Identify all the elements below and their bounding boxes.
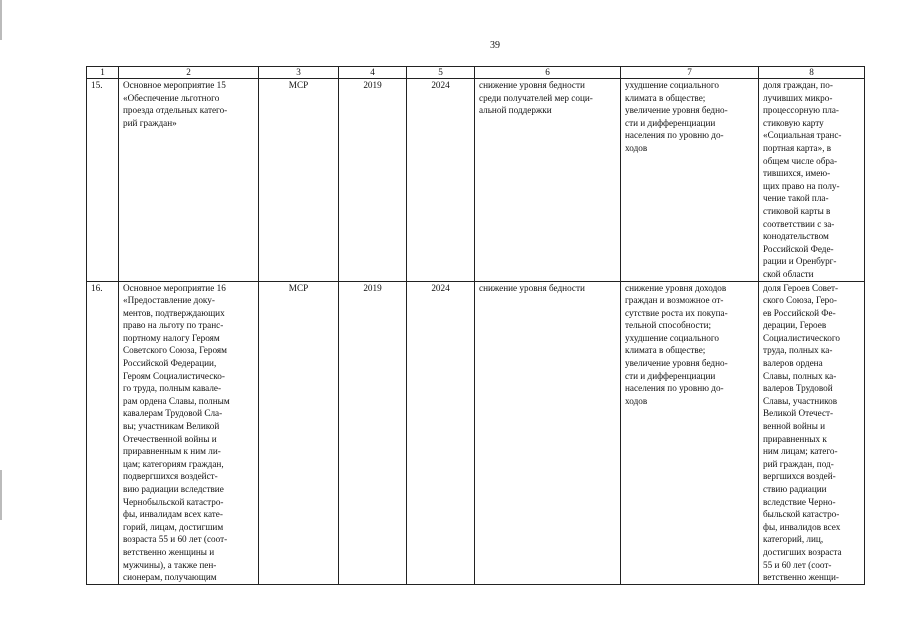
start-year: 2019 (339, 79, 407, 282)
related-indicator: доля Героев Совет- ского Союза, Геро- ев Российской Фе- дерации, Героев Социалистического труда, полных ка- валеров ордена Славы, полных ка- валеров Трудовой Славы, участников Великой Отечест- венной войны и приравненных к ним лицам; катего- рий граждан, под- вергшихся воздей- ствию радиации вследствие Черно- быльской катастро- фы, инвалидов всех категорий, лиц, достигших возраста 55 и 60 лет (соот- ветственно женщи- (759, 281, 865, 584)
row-number: 15. (87, 79, 119, 282)
column-number: 7 (621, 67, 759, 79)
responsible-executor: МСР (259, 281, 339, 584)
column-number: 1 (87, 67, 119, 79)
measure-name: Основное мероприятие 16 «Предоставление доку- ментов, подтверждающих право на льготу по транс- портному налогу Героям Советского Союза, Героям Российской Федерации, Героям Социалистическо- го труда, полным кавале- рам ордена Славы, полным кавалерам Трудовой Сла- вы; участникам Великой Отечественной войны и приравненным к ним ли- цам; категориям граждан, подвергшихся воздейст- вию радиации вследствие Чернобыльской катастро- фы, инвалидам всех кате- горий, лицам, достигшим возраста 55 и 60 лет (соот- ветственно женщины и мужчины), а также пен- сионерам, получающим (119, 281, 259, 584)
scan-edge-mark (0, 0, 2, 40)
column-number: 2 (119, 67, 259, 79)
page-number: 39 (490, 40, 500, 51)
start-year: 2019 (339, 281, 407, 584)
responsible-executor: МСР (259, 79, 339, 282)
non-implementation-consequences: ухудшение социального климата в обществе; увеличение уровня бедно- сти и дифференциации населения по уровню до- ходов (621, 79, 759, 282)
expected-result: снижение уровня бедности среди получателей мер соци- альной поддержки (475, 79, 621, 282)
measure-name: Основное мероприятие 15 «Обеспечение льготного проезда отдельных катего- рий граждан» (119, 79, 259, 282)
row-number: 16. (87, 281, 119, 584)
column-number: 6 (475, 67, 621, 79)
column-number: 4 (339, 67, 407, 79)
scan-edge-mark (0, 470, 2, 520)
column-number: 5 (407, 67, 475, 79)
column-number: 3 (259, 67, 339, 79)
column-number-header-row (87, 67, 865, 79)
column-number: 8 (759, 67, 865, 79)
non-implementation-consequences: снижение уровня доходов граждан и возможное от- сутствие роста их покупа- тельной способности; ухудшение социального климата в обществе; увеличение уровня бедно- сти и дифференциации населения по уровню до- ходов (621, 281, 759, 584)
table-row (87, 281, 865, 584)
end-year: 2024 (407, 281, 475, 584)
end-year: 2024 (407, 79, 475, 282)
table-row (87, 79, 865, 282)
related-indicator: доля граждан, по- лучивших микро- процессорную пла- стиковую карту «Социальная транс- портная карта», в общем числе обра- тившихся, имею- щих право на полу- чение такой пла- стиковой карты в соответствии с за- конодательством Российской Феде- рации и Оренбург- ской области (759, 79, 865, 282)
expected-result: снижение уровня бедности (475, 281, 621, 584)
program-measures-table (86, 66, 865, 585)
